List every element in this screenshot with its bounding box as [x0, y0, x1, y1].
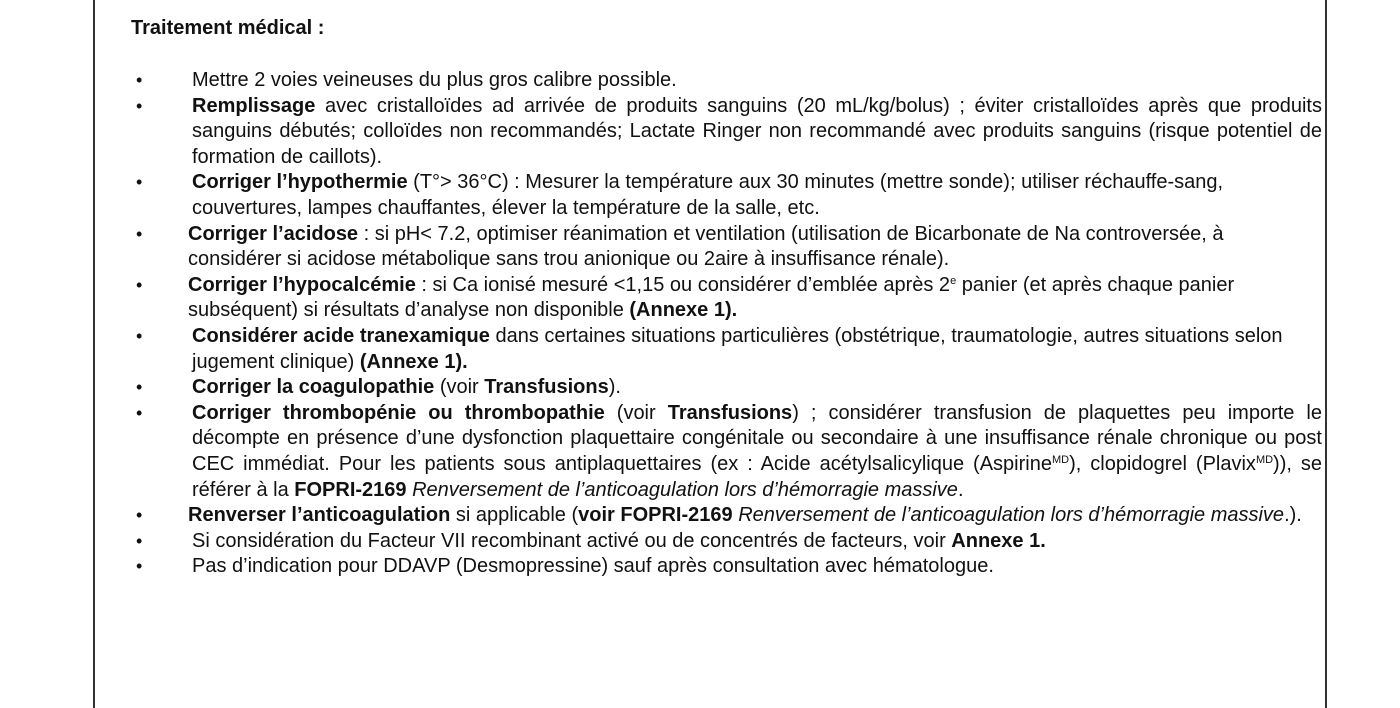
item-text: (voir — [604, 401, 668, 424]
item-text: : si Ca ionisé mesuré <1,15 ou considérer d’emblée après 2 — [415, 273, 951, 296]
item-bold-text: Corriger la coagulopathie — [192, 376, 435, 399]
superscript: MD — [1255, 453, 1274, 466]
bullet-icon: • — [136, 325, 143, 346]
bullet-icon: • — [136, 556, 143, 577]
document-title-italic: Renversement de l’anticoagulation lors d’hémorragie massive — [738, 504, 1285, 527]
list-item — [126, 68, 1322, 94]
bullet-icon: • — [136, 223, 143, 244]
list-item — [126, 273, 1322, 324]
bullet-icon: • — [136, 377, 143, 398]
list-item — [126, 375, 1322, 401]
bullet-icon: • — [136, 530, 143, 551]
item-bold-text: Corriger l’acidose — [188, 222, 359, 245]
list-item — [126, 94, 1322, 171]
bullet-icon: • — [136, 95, 143, 116]
item-text: ). — [608, 376, 621, 399]
bullet-icon: • — [136, 172, 143, 193]
item-bold-text: Corriger l’hypocalcémie — [188, 273, 416, 296]
item-text: Pas d’indication pour DDAVP (Desmopressine) sauf après consultation avec hématologue. — [192, 555, 994, 578]
list-item — [126, 529, 1322, 555]
treatment-list — [126, 68, 1322, 580]
item-bold-text: Corriger thrombopénie ou thrombopathie — [192, 401, 605, 424]
item-text: (T°> 36°C) : Mesurer la température aux 30 minutes (mettre sonde); utiliser réchauffe-sang, couvertures, lampes chauffantes, élever la température de la salle, etc. — [192, 171, 1224, 219]
annex-reference: (Annexe 1). — [359, 350, 468, 373]
item-text: si applicable ( — [450, 504, 579, 527]
bullet-icon: • — [136, 402, 143, 423]
list-item — [126, 401, 1322, 503]
item-text: Si considération du Facteur VII recombinant activé ou de concentrés de facteurs, voir — [192, 529, 952, 552]
list-item — [126, 554, 1322, 580]
list-item — [126, 503, 1322, 529]
document-title-italic: Renversement de l’anticoagulation lors d’hémorragie massive — [412, 478, 958, 501]
item-text: )), se référer à la — [192, 452, 1322, 501]
item-text: dans certaines situations particulières (obstétrique, traumatologie, autres situations selon jugement clinique) — [192, 324, 1283, 373]
superscript: MD — [1051, 453, 1070, 466]
item-text: (voir — [434, 376, 485, 399]
fopri-reference: voir FOPRI-2169 — [578, 504, 733, 527]
item-text: : si pH< 7.2, optimiser réanimation et ventilation (utilisation de Bicarbonate de Na controversée, à considérer si acidose métabolique sans trou anionique ou 2aire à insuffisance rénale). — [188, 222, 1224, 271]
item-text: ) ; considérer transfusion de plaquettes peu importe le décompte en présence d’une dysfonction plaquettaire congénitale ou secondaire à une insuffisance rénale chronique ou post CEC immédiat. Pour les patients sous antiplaquettaires (ex : Acide acétylsalicylique (Aspirine — [192, 401, 1323, 475]
bullet-icon: • — [136, 505, 143, 526]
item-bold-text: Remplissage — [192, 94, 316, 117]
list-item — [126, 222, 1322, 273]
fopri-reference: FOPRI-2169 — [294, 478, 407, 501]
item-text: .). — [1284, 504, 1302, 527]
list-item — [126, 324, 1322, 375]
superscript: e — [950, 274, 957, 287]
annex-reference: (Annexe 1). — [629, 299, 738, 322]
item-bold-text: Considérer acide tranexamique — [192, 324, 490, 347]
item-bold-text: Corriger l’hypothermie — [192, 171, 408, 194]
bullet-icon: • — [136, 70, 143, 90]
transfusions-reference: Transfusions — [667, 401, 793, 424]
item-text: panier (et après chaque panier subséquent) si résultats d’analyse non disponible — [188, 273, 1235, 322]
section-heading: Traitement médical : — [131, 17, 325, 39]
item-text: . — [957, 478, 964, 501]
item-text: ), clopidogrel (Plavix — [1069, 452, 1256, 475]
item-text: Mettre 2 voies veineuses du plus gros calibre possible. — [192, 69, 677, 91]
annex-reference: Annexe 1. — [951, 529, 1046, 552]
item-bold-text: Renverser l’anticoagulation — [188, 504, 451, 527]
bullet-icon: • — [136, 274, 143, 295]
transfusions-reference: Transfusions — [484, 376, 609, 399]
list-item — [126, 170, 1322, 221]
item-text: avec cristalloïdes ad arrivée de produits sanguins (20 mL/kg/bolus) ; éviter cristalloïdes après que produits sanguins débutés; colloïdes non recommandés; Lactate Ringer non recommandé avec produits sanguins (risque potentiel de formation de caillots). — [192, 94, 1322, 168]
